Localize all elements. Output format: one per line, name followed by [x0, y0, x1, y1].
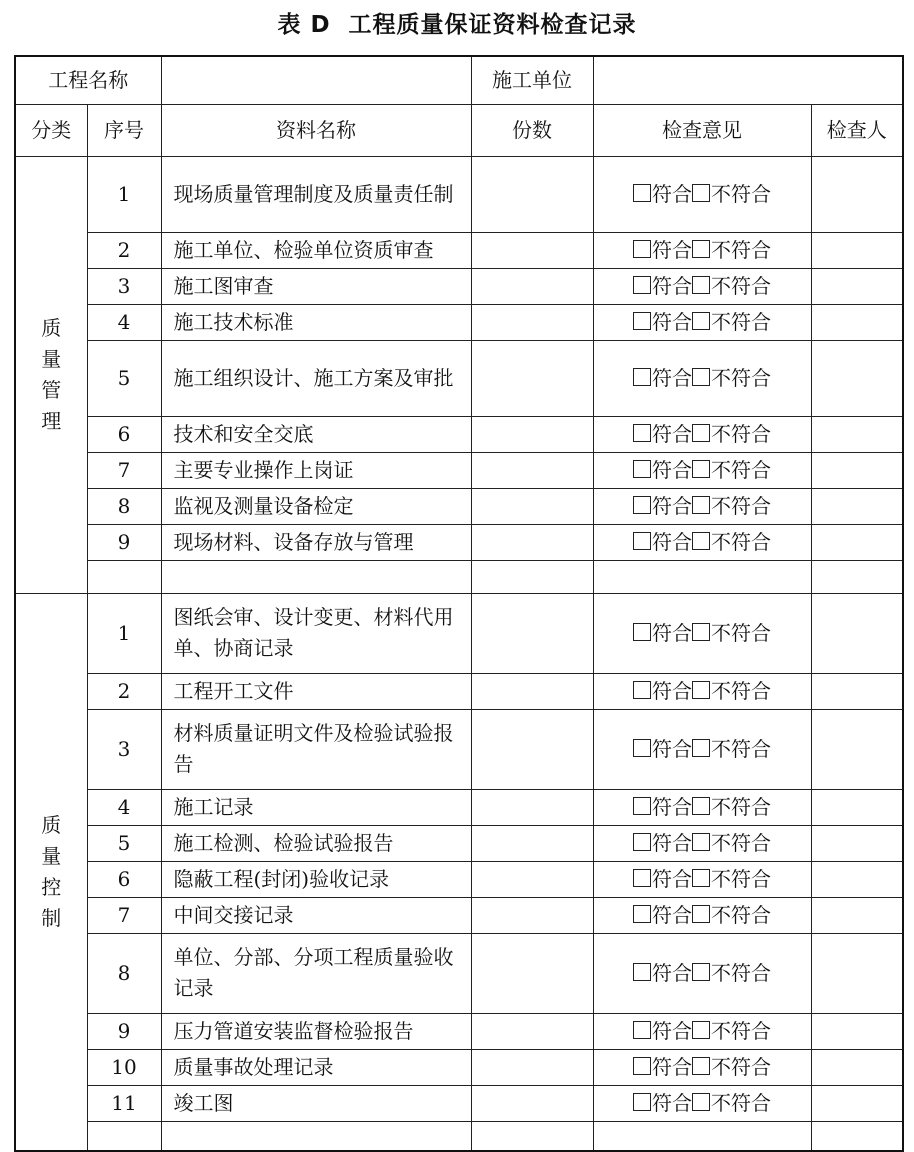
copies-field[interactable] — [471, 304, 593, 340]
copies-field[interactable] — [471, 268, 593, 304]
col-header-category: 分类 — [15, 104, 87, 156]
row-index: 5 — [87, 340, 161, 416]
inspector-field[interactable] — [811, 897, 903, 933]
blank-index[interactable] — [87, 1121, 161, 1151]
row-index: 1 — [87, 156, 161, 232]
table-row — [15, 673, 903, 709]
pass-label: 符合 — [652, 678, 692, 703]
category-char: 理 — [41, 408, 62, 433]
pass-checkbox[interactable] — [633, 424, 651, 442]
inspector-field[interactable] — [811, 268, 903, 304]
fail-checkbox[interactable] — [692, 963, 710, 981]
construction-unit-label: 施工单位 — [471, 56, 593, 104]
inspector-field[interactable] — [811, 340, 903, 416]
fail-label: 不符合 — [711, 529, 771, 554]
col-header-inspector: 检查人 — [811, 104, 903, 156]
inspector-field[interactable] — [811, 1085, 903, 1121]
row-index: 1 — [87, 593, 161, 673]
row-index: 10 — [87, 1049, 161, 1085]
fail-checkbox[interactable] — [692, 424, 710, 442]
table-row — [15, 452, 903, 488]
row-index: 2 — [87, 673, 161, 709]
table-row — [15, 861, 903, 897]
fail-label: 不符合 — [711, 365, 771, 390]
document-name: 压力管道安装监督检验报告 — [161, 1013, 471, 1049]
blank-name[interactable] — [161, 1121, 471, 1151]
opinion-cell — [593, 268, 811, 304]
copies-field[interactable] — [471, 933, 593, 1013]
fail-label: 不符合 — [711, 1018, 771, 1043]
table-row — [15, 825, 903, 861]
inspector-field[interactable] — [811, 709, 903, 789]
blank-row — [15, 1121, 903, 1151]
blank-copies[interactable] — [471, 560, 593, 593]
pass-label: 符合 — [652, 866, 692, 891]
fail-checkbox[interactable] — [692, 240, 710, 258]
copies-field[interactable] — [471, 709, 593, 789]
pass-checkbox[interactable] — [633, 496, 651, 514]
col-header-copies: 份数 — [471, 104, 593, 156]
category-char: 量 — [41, 843, 62, 868]
table-row — [15, 304, 903, 340]
fail-label: 不符合 — [711, 1090, 771, 1115]
document-name: 主要专业操作上岗证 — [161, 452, 471, 488]
fail-label: 不符合 — [711, 181, 771, 206]
project-name-field[interactable] — [161, 56, 471, 104]
pass-checkbox[interactable] — [633, 623, 651, 641]
row-index: 7 — [87, 452, 161, 488]
table-row — [15, 416, 903, 452]
table-row — [15, 1013, 903, 1049]
fail-label: 不符合 — [711, 309, 771, 334]
fail-label: 不符合 — [711, 620, 771, 645]
row-index: 3 — [87, 268, 161, 304]
pass-checkbox[interactable] — [633, 312, 651, 330]
pass-label: 符合 — [652, 365, 692, 390]
fail-label: 不符合 — [711, 678, 771, 703]
inspector-field[interactable] — [811, 593, 903, 673]
inspector-field[interactable] — [811, 232, 903, 268]
pass-checkbox[interactable] — [633, 681, 651, 699]
table-row — [15, 933, 903, 1013]
inspector-field[interactable] — [811, 933, 903, 1013]
pass-checkbox[interactable] — [633, 869, 651, 887]
fail-checkbox[interactable] — [692, 276, 710, 294]
pass-checkbox[interactable] — [633, 797, 651, 815]
row-index: 5 — [87, 825, 161, 861]
project-name-label: 工程名称 — [15, 56, 161, 104]
fail-label: 不符合 — [711, 493, 771, 518]
pass-checkbox[interactable] — [633, 963, 651, 981]
blank-inspector[interactable] — [811, 1121, 903, 1151]
opinion-cell — [593, 488, 811, 524]
form-title — [0, 6, 914, 39]
fail-checkbox[interactable] — [692, 797, 710, 815]
fail-label: 不符合 — [711, 421, 771, 446]
opinion-cell — [593, 709, 811, 789]
pass-checkbox[interactable] — [633, 833, 651, 851]
copies-field[interactable] — [471, 593, 593, 673]
fail-checkbox[interactable] — [692, 1021, 710, 1039]
row-index: 6 — [87, 861, 161, 897]
pass-label: 符合 — [652, 237, 692, 262]
inspector-field[interactable] — [811, 673, 903, 709]
pass-label: 符合 — [652, 421, 692, 446]
fail-label: 不符合 — [711, 273, 771, 298]
opinion-cell — [593, 232, 811, 268]
pass-label: 符合 — [652, 309, 692, 334]
fail-label: 不符合 — [711, 830, 771, 855]
pass-label: 符合 — [652, 273, 692, 298]
inspector-field[interactable] — [811, 416, 903, 452]
fail-label: 不符合 — [711, 794, 771, 819]
document-name: 施工组织设计、施工方案及审批 — [161, 340, 471, 416]
row-index: 8 — [87, 933, 161, 1013]
pass-checkbox[interactable] — [633, 1057, 651, 1075]
document-name: 施工图审查 — [161, 268, 471, 304]
table-row — [15, 488, 903, 524]
inspection-table — [14, 55, 904, 1152]
fail-label: 不符合 — [711, 960, 771, 985]
fail-label: 不符合 — [711, 1054, 771, 1079]
table-row — [15, 156, 903, 232]
document-name: 现场材料、设备存放与管理 — [161, 524, 471, 560]
inspector-field[interactable] — [811, 1049, 903, 1085]
pass-label: 符合 — [652, 736, 692, 761]
fail-checkbox[interactable] — [692, 184, 710, 202]
document-name: 施工记录 — [161, 789, 471, 825]
copies-field[interactable] — [471, 897, 593, 933]
pass-label: 符合 — [652, 493, 692, 518]
pass-label: 符合 — [652, 902, 692, 927]
inspector-field[interactable] — [811, 825, 903, 861]
pass-checkbox[interactable] — [633, 240, 651, 258]
fail-label: 不符合 — [711, 736, 771, 761]
table-row — [15, 268, 903, 304]
row-index: 9 — [87, 524, 161, 560]
table-row — [15, 1085, 903, 1121]
document-name: 现场质量管理制度及质量责任制 — [161, 156, 471, 232]
document-name: 中间交接记录 — [161, 897, 471, 933]
copies-field[interactable] — [471, 488, 593, 524]
opinion-cell — [593, 156, 811, 232]
fail-label: 不符合 — [711, 237, 771, 262]
blank-row — [15, 560, 903, 593]
row-index: 11 — [87, 1085, 161, 1121]
copies-field[interactable] — [471, 1049, 593, 1085]
inspector-field[interactable] — [811, 488, 903, 524]
fail-label: 不符合 — [711, 457, 771, 482]
pass-checkbox[interactable] — [633, 276, 651, 294]
inspector-field[interactable] — [811, 304, 903, 340]
pass-label: 符合 — [652, 620, 692, 645]
pass-checkbox[interactable] — [633, 1021, 651, 1039]
document-name: 竣工图 — [161, 1085, 471, 1121]
fail-checkbox[interactable] — [692, 368, 710, 386]
document-name: 隐蔽工程(封闭)验收记录 — [161, 861, 471, 897]
pass-checkbox[interactable] — [633, 460, 651, 478]
row-index: 3 — [87, 709, 161, 789]
copies-field[interactable] — [471, 232, 593, 268]
pass-label: 符合 — [652, 457, 692, 482]
document-name: 单位、分部、分项工程质量验收记录 — [161, 933, 471, 1013]
row-index: 8 — [87, 488, 161, 524]
row-index: 6 — [87, 416, 161, 452]
pass-label: 符合 — [652, 1018, 692, 1043]
fail-checkbox[interactable] — [692, 623, 710, 641]
fail-checkbox[interactable] — [692, 496, 710, 514]
fail-checkbox[interactable] — [692, 869, 710, 887]
row-index: 9 — [87, 1013, 161, 1049]
opinion-cell — [593, 1013, 811, 1049]
blank-inspector[interactable] — [811, 560, 903, 593]
copies-field[interactable] — [471, 1085, 593, 1121]
fail-checkbox[interactable] — [692, 532, 710, 550]
pass-label: 符合 — [652, 181, 692, 206]
inspector-field[interactable] — [811, 156, 903, 232]
copies-field[interactable] — [471, 416, 593, 452]
blank-name[interactable] — [161, 560, 471, 593]
copies-field[interactable] — [471, 673, 593, 709]
document-name: 监视及测量设备检定 — [161, 488, 471, 524]
pass-checkbox[interactable] — [633, 1093, 651, 1111]
opinion-cell — [593, 825, 811, 861]
table-row — [15, 709, 903, 789]
blank-opinion[interactable] — [593, 560, 811, 593]
row-index: 4 — [87, 789, 161, 825]
category-char: 质 — [41, 315, 62, 340]
category-cell — [15, 156, 87, 593]
row-index: 2 — [87, 232, 161, 268]
category-char: 控 — [41, 874, 62, 899]
fail-checkbox[interactable] — [692, 460, 710, 478]
inspector-field[interactable] — [811, 524, 903, 560]
fail-checkbox[interactable] — [692, 312, 710, 330]
col-header-name: 资料名称 — [161, 104, 471, 156]
opinion-cell — [593, 1049, 811, 1085]
copies-field[interactable] — [471, 452, 593, 488]
pass-label: 符合 — [652, 830, 692, 855]
row-index: 4 — [87, 304, 161, 340]
fail-checkbox[interactable] — [692, 1093, 710, 1111]
pass-checkbox[interactable] — [633, 184, 651, 202]
blank-copies[interactable] — [471, 1121, 593, 1151]
pass-label: 符合 — [652, 1054, 692, 1079]
fail-checkbox[interactable] — [692, 739, 710, 757]
opinion-cell — [593, 897, 811, 933]
document-name: 施工单位、检验单位资质审查 — [161, 232, 471, 268]
fail-checkbox[interactable] — [692, 681, 710, 699]
opinion-cell — [593, 452, 811, 488]
fail-label: 不符合 — [711, 866, 771, 891]
copies-field[interactable] — [471, 156, 593, 232]
inspector-field[interactable] — [811, 861, 903, 897]
document-name: 图纸会审、设计变更、材料代用单、协商记录 — [161, 593, 471, 673]
inspector-field[interactable] — [811, 452, 903, 488]
copies-field[interactable] — [471, 861, 593, 897]
copies-field[interactable] — [471, 524, 593, 560]
fail-checkbox[interactable] — [692, 833, 710, 851]
category-cell — [15, 593, 87, 1151]
category-char: 量 — [41, 346, 62, 371]
opinion-cell — [593, 861, 811, 897]
category-char: 制 — [41, 905, 62, 930]
pass-checkbox[interactable] — [633, 905, 651, 923]
document-name: 工程开工文件 — [161, 673, 471, 709]
table-row — [15, 897, 903, 933]
fail-label: 不符合 — [711, 902, 771, 927]
inspector-field[interactable] — [811, 1013, 903, 1049]
opinion-cell — [593, 340, 811, 416]
col-header-opinion: 检查意见 — [593, 104, 811, 156]
document-name: 材料质量证明文件及检验试验报告 — [161, 709, 471, 789]
blank-opinion[interactable] — [593, 1121, 811, 1151]
col-header-index: 序号 — [87, 104, 161, 156]
copies-field[interactable] — [471, 340, 593, 416]
pass-label: 符合 — [652, 1090, 692, 1115]
inspector-field[interactable] — [811, 789, 903, 825]
category-char: 管 — [41, 377, 62, 402]
row-index: 7 — [87, 897, 161, 933]
form-title-text: 工程质量保证资料检查记录 — [348, 12, 637, 38]
document-name: 施工检测、检验试验报告 — [161, 825, 471, 861]
opinion-cell — [593, 593, 811, 673]
copies-field[interactable] — [471, 1013, 593, 1049]
column-header-row — [15, 104, 903, 156]
opinion-cell — [593, 1085, 811, 1121]
document-name: 质量事故处理记录 — [161, 1049, 471, 1085]
table-row — [15, 789, 903, 825]
document-name: 施工技术标准 — [161, 304, 471, 340]
fail-checkbox[interactable] — [692, 905, 710, 923]
opinion-cell — [593, 304, 811, 340]
header-info-row — [15, 56, 903, 104]
opinion-cell — [593, 524, 811, 560]
opinion-cell — [593, 416, 811, 452]
fail-checkbox[interactable] — [692, 1057, 710, 1075]
pass-checkbox[interactable] — [633, 368, 651, 386]
opinion-cell — [593, 789, 811, 825]
table-row — [15, 593, 903, 673]
pass-label: 符合 — [652, 529, 692, 554]
table-row — [15, 232, 903, 268]
table-row — [15, 524, 903, 560]
document-name: 技术和安全交底 — [161, 416, 471, 452]
blank-index[interactable] — [87, 560, 161, 593]
table-row — [15, 340, 903, 416]
pass-checkbox[interactable] — [633, 739, 651, 757]
opinion-cell — [593, 933, 811, 1013]
copies-field[interactable] — [471, 789, 593, 825]
table-row — [15, 1049, 903, 1085]
construction-unit-field[interactable] — [593, 56, 903, 104]
pass-label: 符合 — [652, 960, 692, 985]
form-code: 表 D — [277, 12, 331, 38]
copies-field[interactable] — [471, 825, 593, 861]
pass-label: 符合 — [652, 794, 692, 819]
pass-checkbox[interactable] — [633, 532, 651, 550]
opinion-cell — [593, 673, 811, 709]
category-char: 质 — [41, 812, 62, 837]
